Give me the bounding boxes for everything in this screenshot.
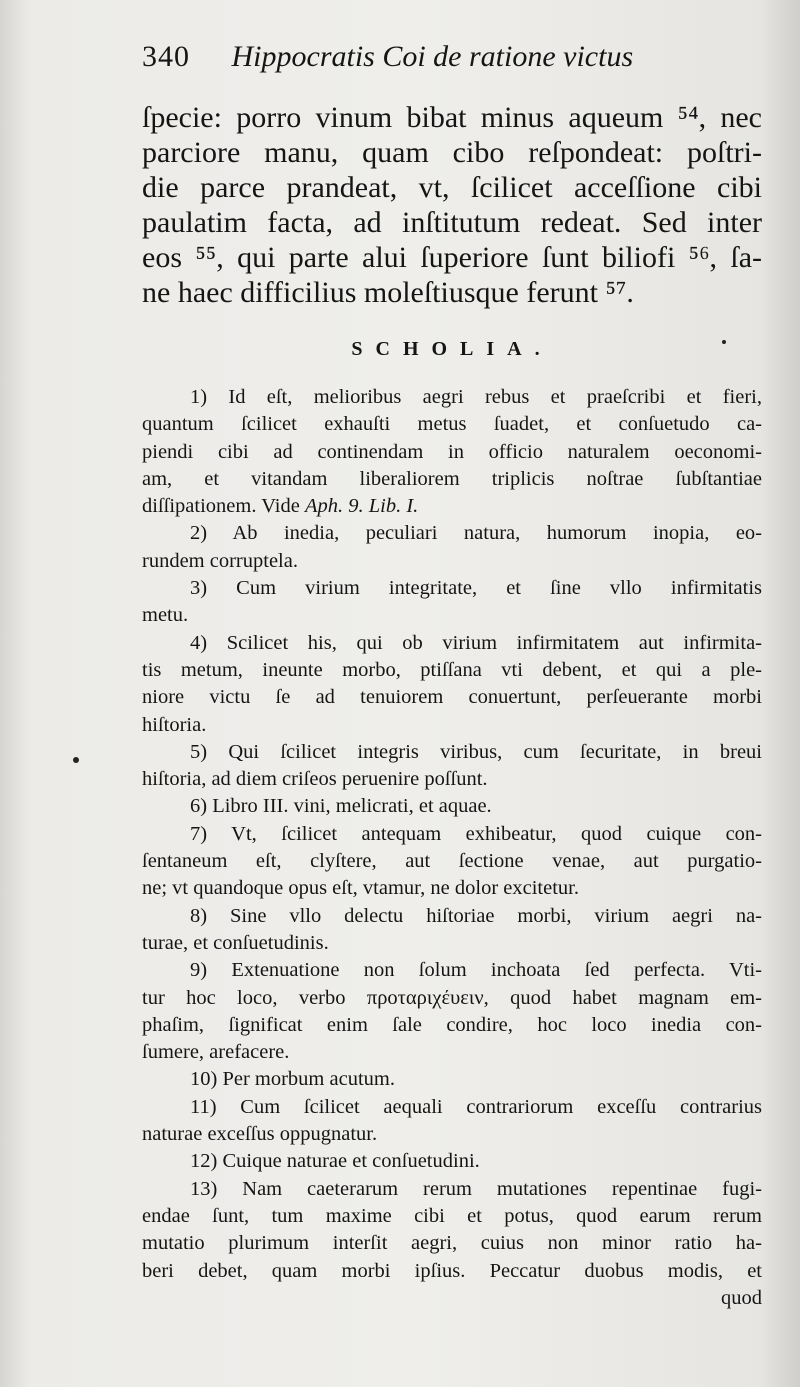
note-line: 2) Ab inedia, peculiari natura, humorum inopia, eo- bbox=[190, 522, 762, 545]
note-line: metu. bbox=[142, 604, 189, 627]
catchword: quod bbox=[721, 1286, 762, 1309]
aphorism-reference: Aph. 9. Lib. I. bbox=[304, 495, 419, 518]
note-10 bbox=[142, 1066, 762, 1093]
page-number: 340 bbox=[142, 40, 190, 73]
note-5 bbox=[142, 739, 762, 794]
main-text-line: ſpecie: porro vinum bibat minus aqueum ⁵⁴, nec bbox=[142, 101, 762, 134]
running-title: Hippocratis Coi de ratione victus bbox=[231, 40, 634, 73]
note-line bbox=[142, 493, 762, 520]
note-11 bbox=[142, 1094, 762, 1149]
note-line: beri debet, quam morbi ipſius. Peccatur duobus modis, et bbox=[142, 1259, 762, 1282]
note-line: mutatio plurimum interſit aegri, cuius non minor ratio ha- bbox=[142, 1232, 762, 1255]
note-line: 5) Qui ſcilicet integris viribus, cum ſecuritate, in breui bbox=[190, 740, 762, 763]
scholia-heading: SCHOLIA. bbox=[351, 338, 553, 360]
running-header bbox=[142, 40, 762, 74]
note-line: 13) Nam caeterarum rerum mutationes repentinae fugi- bbox=[190, 1177, 762, 1200]
main-text-line: die parce prandeat, vt, ſcilicet acceſſione cibi bbox=[142, 171, 762, 204]
note-line: 3) Cum virium integritate, et ſine vllo infirmitatis bbox=[190, 577, 762, 600]
note-line: 1) Id eſt, melioribus aegri rebus et praeſcribi et fieri, bbox=[190, 386, 762, 408]
note-line: 9) Extenuatione non ſolum inchoata ſed perfecta. Vti- bbox=[190, 959, 762, 982]
note-line: niore victu ſe ad tenuiorem conuertunt, perſeuerante morbi bbox=[142, 686, 762, 709]
note-line: ne; vt quandoque opus eſt, vtamur, ne dolor excitetur. bbox=[142, 877, 579, 900]
note-line: hiſtoria. bbox=[142, 713, 207, 736]
note-line: turae, et conſuetudinis. bbox=[142, 931, 329, 954]
ink-spot bbox=[722, 340, 726, 344]
note-7 bbox=[142, 821, 762, 903]
note-line: 7) Vt, ſcilicet antequam exhibeatur, quod cuique con- bbox=[190, 822, 762, 845]
note-line: tis metum, ineunte morbo, ptiſſana vti debent, et qui a ple- bbox=[142, 658, 762, 681]
note-line: 4) Scilicet his, qui ob virium infirmitatem aut infirmita- bbox=[190, 631, 762, 654]
note-line: quantum ſcilicet exhauſti metus ſuadet, et conſuetudo ca- bbox=[142, 413, 762, 436]
main-text bbox=[142, 100, 762, 310]
note-line: 6) Libro III. vini, melicrati, et aquae. bbox=[190, 795, 492, 818]
main-text-line: paulatim facta, ad inſtitutum redeat. Sed inter bbox=[142, 206, 762, 239]
note-13 bbox=[142, 1176, 762, 1285]
main-text-line: ne haec difficilius moleſtiusque ferunt ⁵⁷. bbox=[142, 276, 634, 309]
note-4 bbox=[142, 630, 762, 739]
note-line: naturae exceſſus oppugnatur. bbox=[142, 1123, 378, 1146]
note-line: am, et vitandam liberaliorem triplicis noſtrae ſubſtantiae bbox=[142, 467, 762, 490]
main-text-line: eos ⁵⁵, qui parte alui ſuperiore ſunt biliofi ⁵⁶, ſa- bbox=[142, 241, 762, 274]
note-8 bbox=[142, 903, 762, 958]
main-text-line: parciore manu, quam cibo reſpondeat: poſtri- bbox=[142, 136, 762, 169]
note-2 bbox=[142, 520, 762, 575]
note-line: 10) Per morbum acutum. bbox=[190, 1068, 395, 1091]
scholia-notes bbox=[142, 384, 762, 1312]
note-9 bbox=[142, 957, 762, 1066]
note-line: ſumere, arefacere. bbox=[142, 1041, 290, 1064]
note-3 bbox=[142, 575, 762, 630]
note-6 bbox=[142, 793, 762, 820]
catchword-row bbox=[142, 1285, 762, 1312]
note-1 bbox=[142, 384, 762, 520]
note-line: 8) Sine vllo delectu hiſtoriae morbi, virium aegri na- bbox=[190, 904, 762, 927]
note-line: endae ſunt, tum maxime cibi et potus, quod earum rerum bbox=[142, 1204, 762, 1227]
note-line: tur hoc loco, verbo προταριχέυειν, quod habet magnam em- bbox=[142, 986, 762, 1009]
note-line: 11) Cum ſcilicet aequali contrariorum exceſſu contrarius bbox=[190, 1095, 762, 1118]
note-line: hiſtoria, ad diem criſeos peruenire poſſunt. bbox=[142, 768, 488, 791]
ink-spot bbox=[73, 757, 79, 763]
note-12 bbox=[142, 1148, 762, 1175]
note-line: piendi cibi ad continendam in officio naturalem oeconomi- bbox=[142, 440, 762, 463]
note-line: phaſim, ſignificat enim ſale condire, hoc loco inedia con- bbox=[142, 1013, 762, 1036]
note-line: 12) Cuique naturae et conſuetudini. bbox=[190, 1150, 480, 1173]
note-text: diſſipationem. Vide bbox=[142, 495, 305, 518]
note-line: ſentaneum eſt, clyſtere, aut ſectione venae, aut purgatio- bbox=[142, 850, 762, 873]
note-line: rundem corruptela. bbox=[142, 549, 298, 572]
